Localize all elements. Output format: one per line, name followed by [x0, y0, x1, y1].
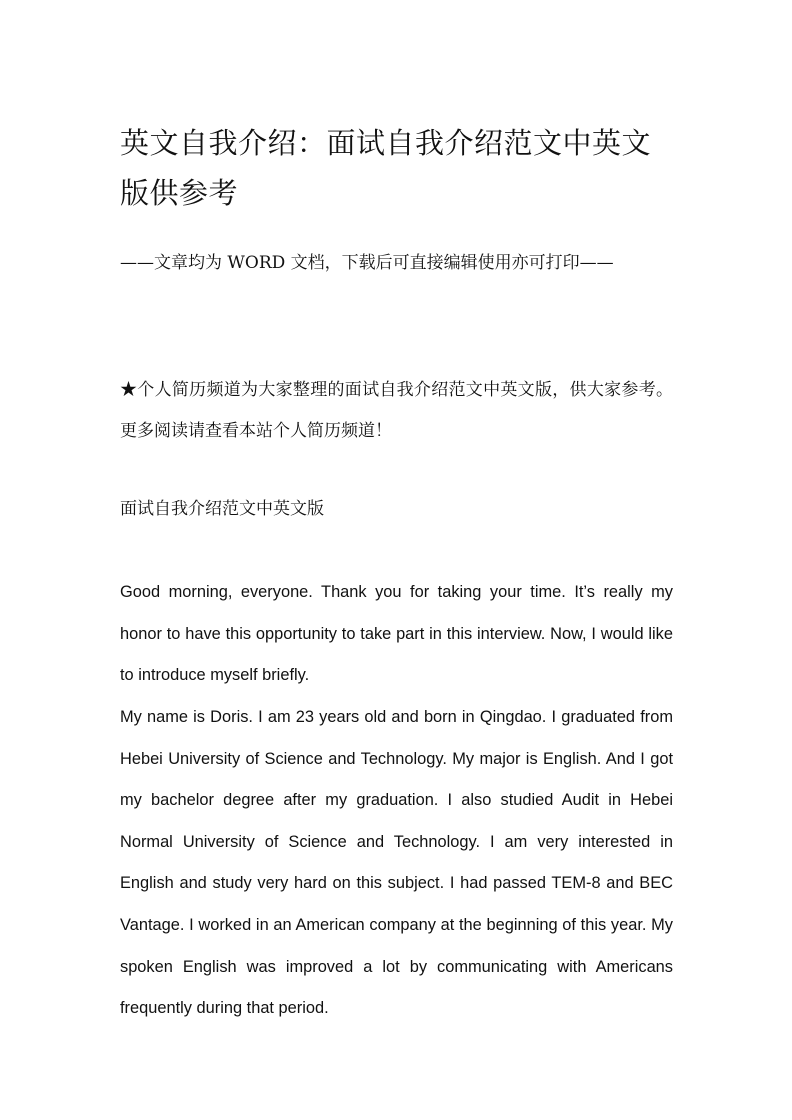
body-paragraph-2: My name is Doris. I am 23 years old and born in Qingdao. I graduated from Hebei University of Science and Technology. My major is English. And I got my bachelor degree after my graduation. I also studied Audit in Hebei Normal University of Science and Technology. I am very interested in English and study very hard on this subject. I had passed TEM-8 and BEC Vantage. I worked in an American company at the beginning of this year. My spoken English was improved a lot by communicating with Americans frequently during that period. [120, 708, 673, 1018]
body-paragraph-1: Good morning, everyone. Thank you for taking your time. It’s really my honor to have this opportunity to take part in this interview. Now, I would like to introduce myself briefly. [120, 583, 673, 685]
document-subtitle: ——文章均为 WORD 文档，下载后可直接编辑使用亦可打印—— [120, 253, 614, 273]
intro-paragraph: ★个人简历频道为大家整理的面试自我介绍范文中英文版，供大家参考。更多阅读请查看本站个人简历频道！ [120, 380, 673, 441]
document-title: 英文自我介绍：面试自我介绍范文中英文版供参考 [120, 126, 652, 210]
section-heading: 面试自我介绍范文中英文版 [120, 499, 324, 519]
